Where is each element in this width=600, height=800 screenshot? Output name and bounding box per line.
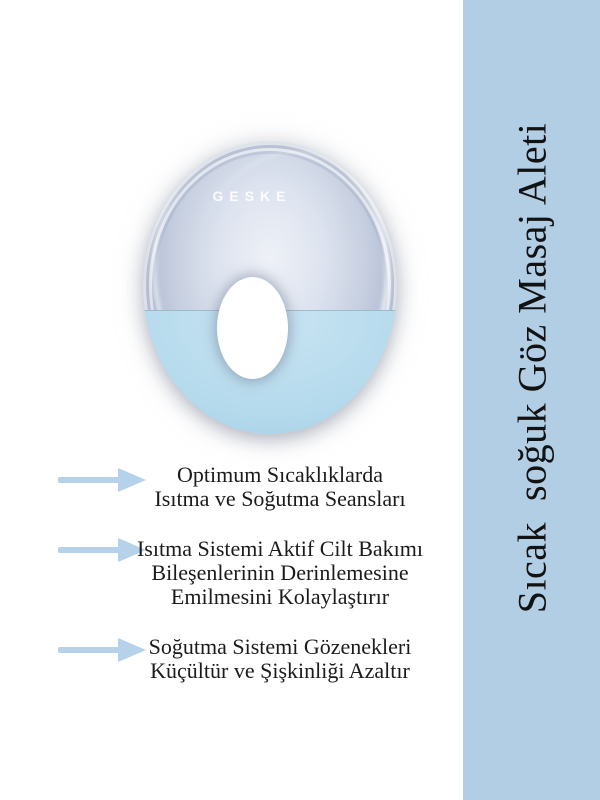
feature-text-1: [120, 463, 440, 511]
feature-text-3: [120, 635, 440, 683]
feature-line: Bileşenlerinin Derinlemesine: [151, 560, 409, 585]
product-photo: [143, 142, 397, 434]
feature-text-2: [120, 537, 440, 609]
feature-line: Küçültür ve Şişkinliği Azaltır: [150, 658, 410, 683]
side-banner: [463, 0, 600, 800]
feature-line: Optimum Sıcaklıklarda: [177, 462, 383, 487]
product-title-vertical: Sıcak soğuk Göz Masaj Aleti: [509, 122, 554, 614]
feature-line: Emilmesini Kolaylaştırır: [170, 584, 390, 609]
arrow-shaft: [58, 547, 122, 553]
device-center-hole: [217, 277, 288, 379]
feature-line: Isıtma ve Soğutma Seansları: [154, 486, 406, 511]
feature-line: Soğutma Sistemi Gözenekleri: [148, 634, 412, 659]
feature-line: Isıtma Sistemi Aktif Cilt Bakımı: [136, 536, 423, 561]
brand-logo: GESKE: [212, 188, 292, 204]
arrow-shaft: [58, 477, 122, 483]
arrow-shaft: [58, 647, 122, 653]
